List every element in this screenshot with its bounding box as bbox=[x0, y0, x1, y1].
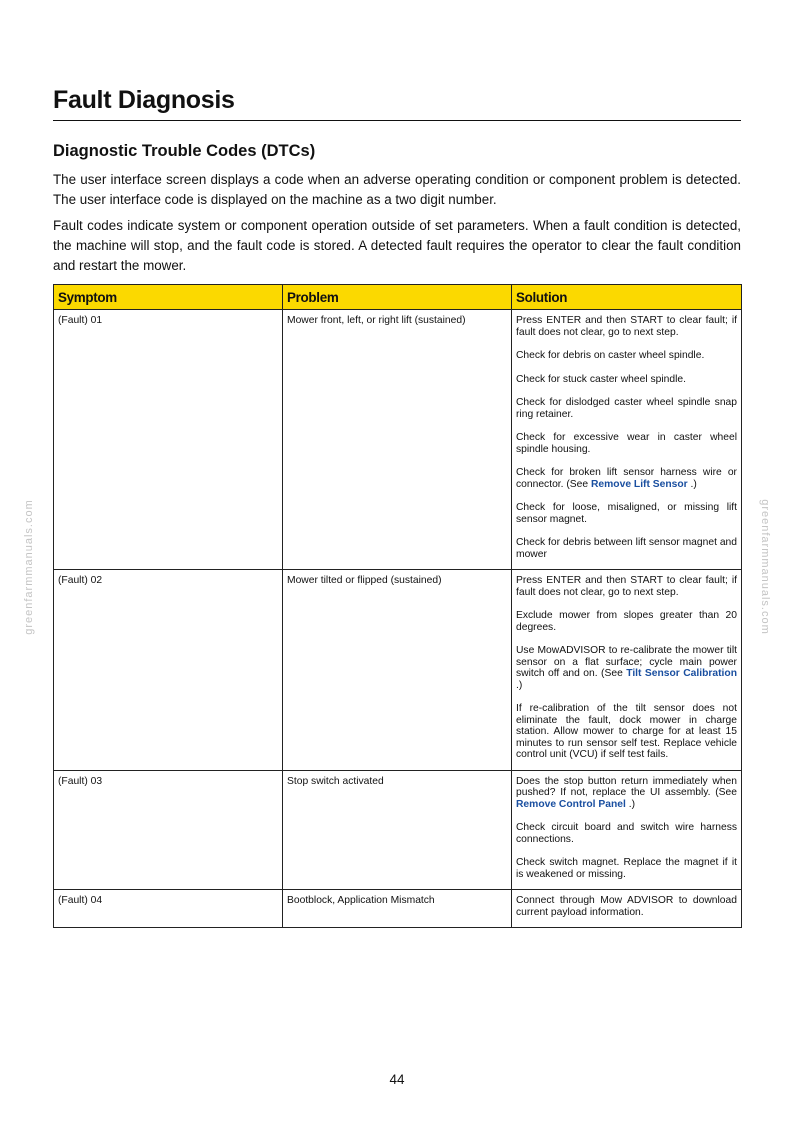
solution-text: Check for loose, misaligned, or missing lift sensor magnet. bbox=[516, 502, 737, 525]
dtc-table-body bbox=[54, 310, 742, 928]
solution-step bbox=[516, 857, 737, 880]
solution-step bbox=[516, 610, 737, 633]
solution-text: Check switch magnet. Replace the magnet if it is weakened or missing. bbox=[516, 857, 737, 880]
solution-cell bbox=[512, 770, 742, 890]
solution-text-suffix: .) bbox=[687, 478, 697, 490]
solution-step bbox=[516, 467, 737, 490]
problem-cell: Bootblock, Application Mismatch bbox=[283, 890, 512, 928]
solution-cell bbox=[512, 310, 742, 570]
watermark-right: greenfarmmanuals.com bbox=[759, 499, 771, 635]
solution-text: Connect through Mow ADVISOR to download current payload information. bbox=[516, 895, 737, 918]
solution-step bbox=[516, 895, 737, 918]
solution-step bbox=[516, 776, 737, 811]
intro-paragraph-2: Fault codes indicate system or component operation outside of set parameters. When a fault condition is detected, the machine will stop, and the fault code is stored. A detected fault requires the operator to clear the fault condition and restart the mower. bbox=[53, 218, 741, 273]
cross-reference-link[interactable]: Remove Lift Sensor bbox=[590, 478, 688, 490]
solution-step bbox=[516, 315, 737, 338]
symptom-cell: (Fault) 01 bbox=[54, 310, 283, 570]
solution-text: Check for dislodged caster wheel spindle snap ring retainer. bbox=[516, 397, 737, 420]
symptom-cell: (Fault) 03 bbox=[54, 770, 283, 890]
table-header-row bbox=[54, 285, 742, 310]
solution-step bbox=[516, 537, 737, 560]
problem-cell: Stop switch activated bbox=[283, 770, 512, 890]
solution-step bbox=[516, 703, 737, 761]
problem-cell: Mower tilted or flipped (sustained) bbox=[283, 570, 512, 771]
solution-step bbox=[516, 350, 737, 362]
solution-text-suffix: .) bbox=[625, 798, 636, 810]
solution-step bbox=[516, 432, 737, 455]
intro-paragraph-1: The user interface screen displays a code when an adverse operating condition or component problem is detected. The user interface code is displayed on the machine as a two digit number. bbox=[53, 172, 741, 207]
solution-cell bbox=[512, 570, 742, 771]
solution-text: Press ENTER and then START to clear fault; if fault does not clear, go to next step. bbox=[516, 575, 737, 598]
watermark-left: greenfarmmanuals.com bbox=[23, 499, 35, 635]
table-row bbox=[54, 570, 742, 771]
problem-cell: Mower front, left, or right lift (sustained) bbox=[283, 310, 512, 570]
page-title: Fault Diagnosis bbox=[53, 86, 741, 121]
solution-text: Check for debris between lift sensor magnet and mower bbox=[516, 537, 737, 560]
solution-step bbox=[516, 397, 737, 420]
solution-text: Check circuit board and switch wire harness connections. bbox=[516, 822, 737, 845]
symptom-cell: (Fault) 04 bbox=[54, 890, 283, 928]
section-heading: Diagnostic Trouble Codes (DTCs) bbox=[53, 142, 316, 160]
solution-text: If re-calibration of the tilt sensor does not eliminate the fault, dock mower in charge station. Allow mower to charge for at least 15 minutes to run sensor self test. Replace vehicle control unit (VCU) if self test fails. bbox=[516, 703, 737, 760]
solution-step bbox=[516, 822, 737, 845]
solution-step bbox=[516, 374, 737, 386]
cross-reference-link[interactable]: Remove Control Panel bbox=[516, 798, 626, 810]
table-row bbox=[54, 310, 742, 570]
symptom-cell: (Fault) 02 bbox=[54, 570, 283, 771]
solution-text: Check for stuck caster wheel spindle. bbox=[516, 373, 686, 385]
cross-reference-link[interactable]: Tilt Sensor Calibration bbox=[626, 668, 737, 679]
column-header-problem: Problem bbox=[283, 285, 512, 310]
table-row bbox=[54, 770, 742, 890]
solution-text: Does the stop button return immediately when pushed? If not, replace the UI assembly. (See bbox=[516, 775, 737, 798]
solution-text: Exclude mower from slopes greater than 20 degrees. bbox=[516, 610, 737, 633]
table-row bbox=[54, 890, 742, 928]
solution-text-suffix: .) bbox=[516, 679, 523, 691]
column-header-solution: Solution bbox=[512, 285, 742, 310]
page-number: 44 bbox=[389, 1072, 405, 1087]
column-header-symptom: Symptom bbox=[54, 285, 283, 310]
dtc-table bbox=[53, 284, 742, 928]
solution-step bbox=[516, 645, 737, 691]
solution-text: Check for excessive wear in caster wheel spindle housing. bbox=[516, 432, 737, 455]
solution-step bbox=[516, 575, 737, 598]
solution-text: Press ENTER and then START to clear fault; if fault does not clear, go to next step. bbox=[516, 315, 737, 338]
solution-text: Check for broken lift sensor harness wire or connector. (See bbox=[516, 467, 737, 490]
solution-text: Use MowADVISOR to re-calibrate the mower tilt sensor on a flat surface; cycle main power switch off and on. (See bbox=[516, 645, 737, 679]
solution-step bbox=[516, 502, 737, 525]
solution-text: Check for debris on caster wheel spindle. bbox=[516, 350, 705, 361]
solution-cell bbox=[512, 890, 742, 928]
